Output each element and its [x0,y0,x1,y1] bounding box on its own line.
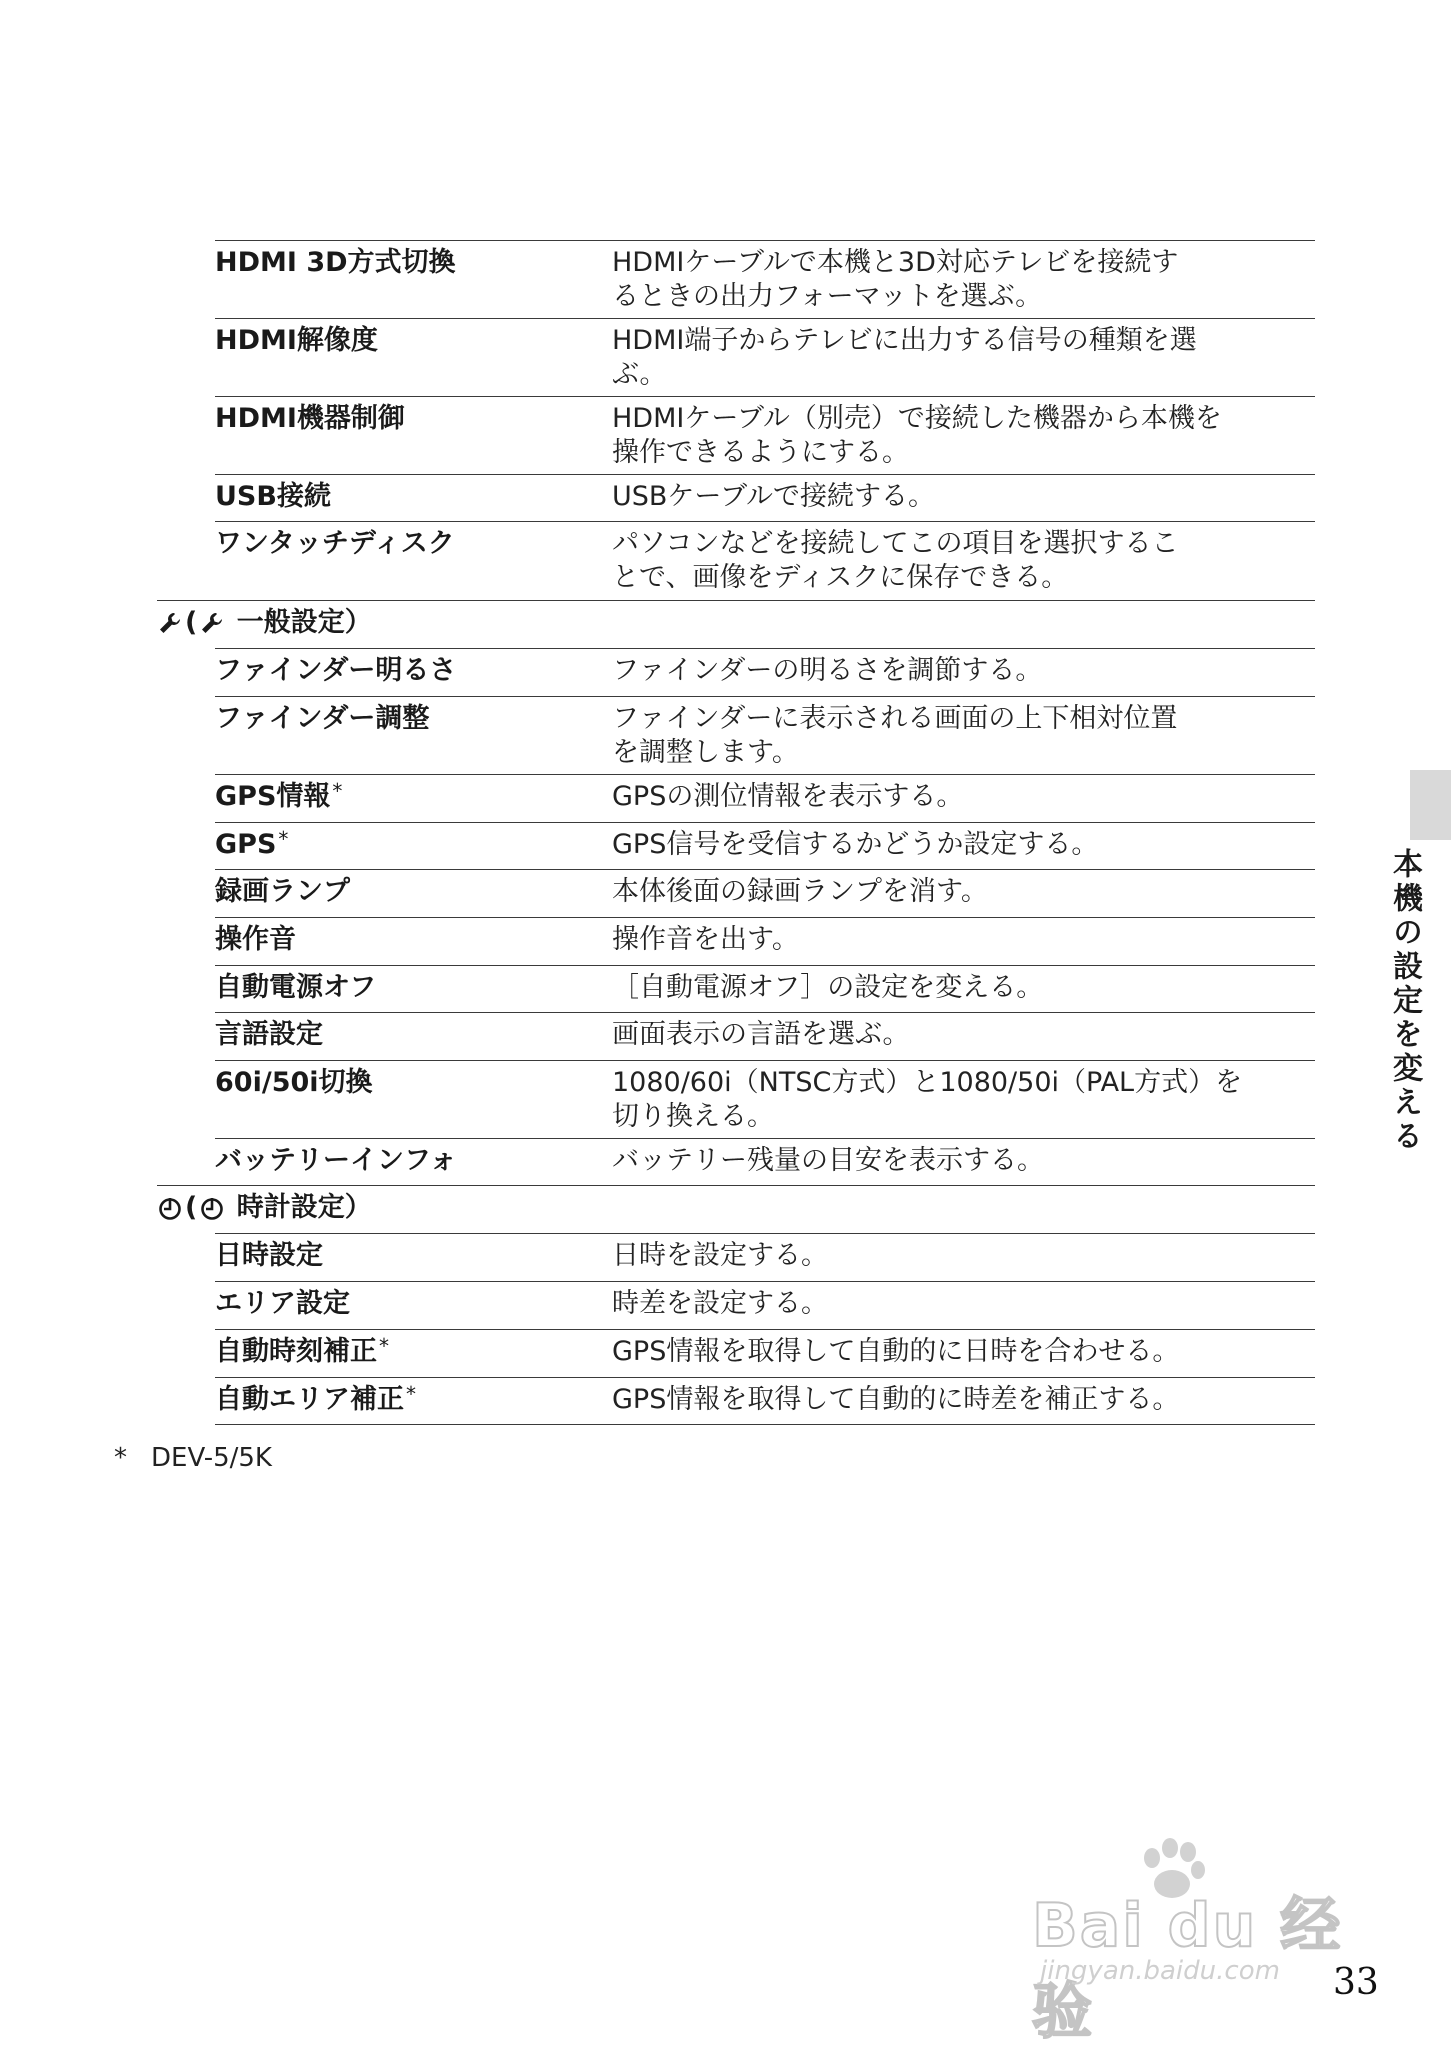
setting-name: ファインダー明るさ [215,655,457,686]
heading-label: 一般設定） [227,607,372,638]
setting-name: エリア設定 [215,1288,350,1319]
setting-description: バッテリー残量の目安を表示する。 [612,1145,1044,1176]
setting-name: 日時設定 [215,1240,323,1271]
footnote-ref: * [278,827,289,851]
setting-name: 操作音 [215,924,296,955]
setting-name: 自動エリア補正 * [215,1382,416,1415]
setting-name: GPS * [215,827,289,860]
footnote-ref: * [332,779,343,803]
watermark-url: jingyan.baidu.com [1040,1956,1280,1986]
row-divider [215,1060,1315,1061]
setting-description: 本体後面の録画ランプを消す。 [612,876,988,907]
wrench-icon [157,610,183,636]
row-divider [215,1138,1315,1139]
side-index-tab [1410,770,1451,840]
footnote-mark: * [114,1443,127,1473]
setting-description: GPS情報を取得して自動的に日時を合わせる。 [612,1336,1180,1367]
row-divider [157,1185,1315,1186]
row-divider [215,1281,1315,1282]
footnote-ref: * [379,1334,389,1358]
wrench-icon [199,610,225,636]
setting-name: 録画ランプ [215,876,350,907]
setting-description: 画面表示の言語を選ぶ。 [612,1019,910,1050]
watermark-brand: Bai du 经验 [1032,1891,1343,2047]
row-divider [215,774,1315,775]
clock-icon [199,1195,225,1221]
section-heading [157,1191,372,1225]
setting-description: パソコンなどを接続してこの項目を選択するこ とで、画像をディスクに保存できる。 [612,528,1179,593]
setting-description: HDMIケーブルで本機と3D対応テレビを接続す るときの出力フォーマットを選ぶ。 [612,247,1179,312]
setting-description: USBケーブルで接続する。 [612,481,935,512]
setting-description: GPSの測位情報を表示する。 [612,781,964,812]
row-divider [215,869,1315,870]
row-divider [215,1329,1315,1330]
row-divider [215,1012,1315,1013]
heading-paren: ( [185,1192,198,1223]
setting-name: ワンタッチディスク [215,528,455,559]
setting-name: HDMI解像度 [215,325,378,356]
row-divider [215,396,1315,397]
row-divider [215,1233,1315,1234]
setting-description: 1080/60i（NTSC方式）と1080/50i（PAL方式）を 切り換える。 [612,1067,1243,1132]
setting-description: HDMIケーブル（別売）で接続した機器から本機を 操作できるようにする。 [612,403,1222,468]
heading-paren: ( [185,607,198,638]
row-divider [215,318,1315,319]
setting-description: 操作音を出す。 [612,924,799,955]
row-divider [215,648,1315,649]
setting-description: GPS情報を取得して自動的に時差を補正する。 [612,1384,1180,1415]
table-bottom-rule [215,1424,1315,1425]
row-divider [215,917,1315,918]
setting-name: ファインダー調整 [215,703,430,734]
setting-name: 言語設定 [215,1019,323,1050]
row-divider [215,474,1315,475]
footnote [114,1441,272,1475]
setting-description: HDMI端子からテレビに出力する信号の種類を選 ぶ。 [612,325,1197,390]
row-divider [215,965,1315,966]
setting-name: 自動時刻補正 * [215,1334,389,1367]
row-divider [215,1377,1315,1378]
setting-name: GPS情報 * [215,779,343,812]
setting-name: バッテリーインフォ [215,1145,457,1176]
setting-name: 60i/50i切換 [215,1067,373,1098]
setting-description: ファインダーの明るさを調節する。 [612,655,1043,686]
setting-name: HDMI 3D方式切換 [215,247,456,278]
setting-name: HDMI機器制御 [215,403,405,434]
row-divider [215,822,1315,823]
setting-description: 時差を設定する。 [612,1288,828,1319]
footnote-ref: * [406,1382,416,1406]
setting-name: USB接続 [215,481,331,512]
baidu-watermark [1022,1838,1362,2047]
footnote-text: DEV-5/5K [151,1443,272,1473]
side-chapter-label: 本機の設定を変える [1387,848,1422,1154]
row-divider [215,696,1315,697]
setting-name: 自動電源オフ [215,972,377,1003]
page-number: 33 [1333,1962,1379,2003]
setting-description: GPS信号を受信するかどうか設定する。 [612,829,1099,860]
setting-description: 日時を設定する。 [612,1240,828,1271]
setting-description: ファインダーに表示される画面の上下相対位置 を調整します。 [612,703,1178,768]
row-divider [157,600,1315,601]
section-heading [157,606,372,640]
setting-description: ［自動電源オフ］の設定を変える。 [612,972,1044,1003]
row-divider [215,521,1315,522]
heading-label: 時計設定） [227,1192,372,1223]
row-divider [215,240,1315,241]
clock-icon [157,1195,183,1221]
